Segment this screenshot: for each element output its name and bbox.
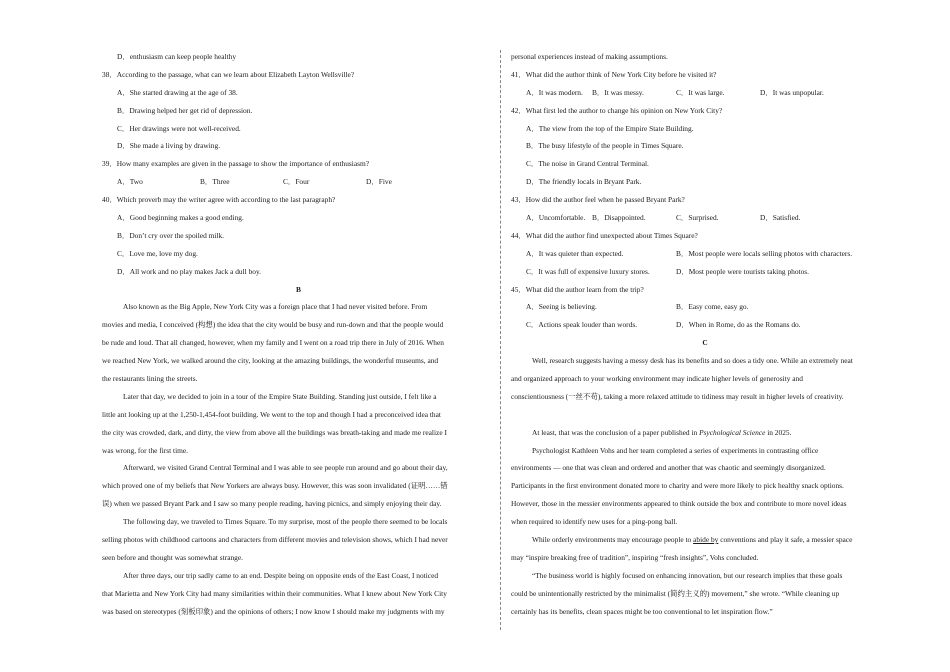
option-a: A．Good beginning makes a good ending. — [117, 213, 244, 223]
option-d: D．It was unpopular. — [760, 87, 824, 97]
text-segment: While orderly environments may encourage people to — [532, 535, 694, 545]
passage-b-paragraph-1 — [102, 298, 495, 387]
passage-b-paragraph-5 — [102, 567, 495, 621]
question-42 — [511, 102, 899, 191]
passage-c-paragraph-2 — [511, 424, 899, 442]
option-c: C．Four — [283, 177, 310, 187]
question-stem: 41．What did the author think of New York City before he visited it? — [511, 69, 717, 79]
option-a: A．Uncomfortable. — [526, 213, 586, 223]
text-segment: conventions and play it safe, a messier space — [718, 535, 853, 545]
question-38 — [102, 66, 495, 155]
option-b: B．Don’t cry over the spoiled milk. — [117, 230, 225, 240]
option-b: B．The busy lifestyle of the people in Times Square. — [526, 141, 684, 151]
question-45 — [511, 281, 899, 335]
text-line: could be unintentionally restricted by the minimalist (简约主义的) movement,” she wrote. “While cleaning up — [511, 588, 840, 598]
text-line: seen before and thought was somewhat strange. — [102, 552, 243, 562]
text-line: “The business world is highly focused on enhancing innovation, but our research implies that these goals — [532, 570, 843, 580]
option-b: B．Most people were locals selling photos with characters. — [676, 248, 853, 258]
text-segment: in 2025. — [765, 427, 792, 437]
option-a: A．She started drawing at the age of 38. — [117, 87, 238, 97]
text-line: environments — one that was clean and ordered and another that was chaotic and seemingly disorganized. — [511, 463, 826, 473]
text-line: the city was crowded, dark, and dirty, the view from above all the buildings was breath-taking and made me realize I — [102, 427, 447, 437]
passage-b-paragraph-5-end: personal experiences instead of making assumptions. — [511, 52, 668, 61]
text-line: selling photos with childhood cartoons and characters from different movies and television shows, which I had never — [102, 535, 448, 545]
option-d: D．When in Rome, do as the Romans do. — [676, 320, 801, 330]
option-a: A．The view from the top of the Empire State Building. — [526, 123, 694, 133]
option-b: B．Disappointed. — [592, 213, 646, 223]
text-line: After three days, our trip sadly came to an end. Despite being on opposite ends of the East Coast, I noticed — [123, 570, 439, 580]
option-d: D．Most people were tourists taking photos. — [676, 266, 810, 276]
question-stem: 45．What did the author learn from the trip? — [511, 284, 644, 294]
question-39 — [102, 155, 495, 191]
option-c: C．Surprised. — [676, 213, 719, 223]
option-b: B．Easy come, easy go. — [676, 302, 749, 312]
text-line: be rude and loud. That all changed, however, when my family and I went on a road trip there in July of 2016. When — [102, 338, 444, 348]
options-row — [102, 173, 495, 191]
text-line: which proved one of my beliefs that New Yorkers are always busy. However, this was soon invalidated (证明……错 — [102, 481, 448, 491]
text-line: movies and media, I conceived (构想) the idea that the city would be busy and run-down and that the people would — [102, 320, 444, 330]
option-d: D．Five — [366, 177, 392, 187]
text-line — [511, 424, 899, 442]
option-c: C．Her drawings were not well-received. — [117, 123, 241, 133]
text-line: was wrong, for the first time. — [102, 445, 188, 455]
option-d: D．She made a living by drawing. — [117, 141, 221, 151]
option-b: B．Drawing helped her get rid of depression. — [117, 105, 253, 115]
option-c: C．Actions speak louder than words. — [526, 320, 638, 330]
passage-b-paragraph-2 — [102, 388, 495, 460]
text-line: Also known as the Big Apple, New York City was a foreign place that I had never visited before. From — [123, 302, 428, 312]
option-d: D．Satisfied. — [760, 213, 801, 223]
text-line: that Marietta and New York City had many similarities within their communities. What I knew about New York City — [102, 588, 447, 598]
text-line: 误) when we passed Bryant Park and I saw so many people reading, having picnics, and simply enjoying their day. — [102, 499, 442, 509]
option-c: C．It was full of expensive luxury stores. — [526, 266, 650, 276]
passage-c-paragraph-1 — [511, 352, 899, 406]
text-line: Well, research suggests having a messy desk has its benefits and so does a tidy one. While an extremely neat — [532, 356, 853, 366]
text-line — [511, 531, 899, 549]
text-line: However, those in the messier environments appeared to think outside the box and contribute to more novel ideas — [511, 499, 847, 509]
text-line: certainly has its benefits, clean spaces might be too conventional to let inspiration flow.” — [511, 606, 773, 616]
question-stem: 43．How did the author feel when he passed Bryant Park? — [511, 195, 685, 205]
column-divider — [500, 50, 501, 630]
question-stem: 44．What did the author find unexpected about Times Square? — [511, 230, 698, 240]
left-column — [102, 48, 495, 621]
journal-title: Psychological Science — [699, 427, 766, 437]
question-stem: 38．According to the passage, what can we learn about Elizabeth Layton Wellsville? — [102, 69, 355, 79]
question-40 — [102, 191, 495, 280]
text-line: when required to identify new uses for a ping-pong ball. — [511, 517, 678, 527]
option-b: B．Three — [200, 177, 230, 187]
option-d: D．All work and no play makes Jack a dull boy. — [117, 266, 262, 276]
option-a: A．It was modern. — [526, 87, 583, 97]
passage-c-paragraph-3 — [511, 442, 899, 531]
options-row — [511, 245, 899, 263]
question-41 — [511, 66, 899, 102]
section-b-heading: B — [296, 284, 301, 294]
question-stem: 39．How many examples are given in the passage to show the importance of enthusiasm? — [102, 159, 370, 169]
text-line: and organized approach to your working environment may indicate higher levels of generosity and — [511, 374, 803, 384]
options-row — [511, 263, 899, 281]
question-43 — [511, 191, 899, 227]
text-line: the restaurants lining the streets. — [102, 374, 198, 384]
options-row — [511, 209, 899, 227]
text-line: may “inspire breaking free of tradition”, inspiring “fresh insights”, Vohs concluded. — [511, 552, 759, 562]
text-segment: At least, that was the conclusion of a paper published in — [532, 427, 700, 437]
option-c: C．The noise in Grand Central Terminal. — [526, 159, 649, 169]
options-row — [511, 298, 899, 316]
question-44 — [511, 227, 899, 281]
q37-option-d: D．enthusiasm can keep people healthy — [117, 52, 237, 61]
underlined-phrase: abide by — [693, 535, 719, 545]
text-line: The following day, we traveled to Times Square. To my surprise, most of the people there seemed to be locals — [123, 517, 448, 527]
options-row — [511, 84, 899, 102]
right-column — [511, 48, 899, 621]
passage-b-paragraph-3 — [102, 459, 495, 513]
question-stem: 40．Which proverb may the writer agree with according to the last paragraph? — [102, 195, 336, 205]
text-line: Psychologist Kathleen Vohs and her team completed a series of experiments in contrasting office — [532, 445, 819, 455]
question-stem: 42．What first led the author to change his opinion on New York City? — [511, 105, 723, 115]
section-c-heading: C — [702, 338, 708, 348]
option-b: B．It was messy. — [592, 87, 644, 97]
option-c: C．Love me, love my dog. — [117, 248, 198, 258]
text-line: Participants in the first environment donated more to charity and were more likely to pick healthy snack options. — [511, 481, 844, 491]
option-c: C．It was large. — [676, 87, 725, 97]
text-line: Afterward, we visited Grand Central Terminal and I was able to see people run around and go about their day, — [123, 463, 448, 473]
text-line: conscientiousness (一丝不苟), taking a more relaxed attitude to tidiness may result in higher levels of creativity. — [511, 391, 844, 401]
passage-c-paragraph-4 — [511, 531, 899, 567]
passage-c-paragraph-5 — [511, 567, 899, 621]
options-row — [511, 316, 899, 334]
option-a: A．Seeing is believing. — [526, 302, 597, 312]
text-line: we reached New York, we walked around the city, looking at the amazing buildings, the wonderful museums, and — [102, 356, 439, 366]
text-line: little ant looking up at the 1,250-1,454-foot building. We went to the top and though I had a preconceived idea that — [102, 409, 441, 419]
text-line: was based on stereotypes (刻板印象) and the opinions of others; I now know I should make my judgments with my — [102, 606, 445, 616]
passage-b-paragraph-4 — [102, 513, 495, 567]
text-line: Later that day, we decided to join in a tour of the Empire State Building. Standing just outside, I felt like a — [123, 391, 437, 401]
option-a: A．It was quieter than expected. — [526, 248, 624, 258]
option-d: D．The friendly locals in Bryant Park. — [526, 177, 642, 187]
blank-line — [511, 406, 899, 424]
option-a: A．Two — [117, 177, 143, 187]
